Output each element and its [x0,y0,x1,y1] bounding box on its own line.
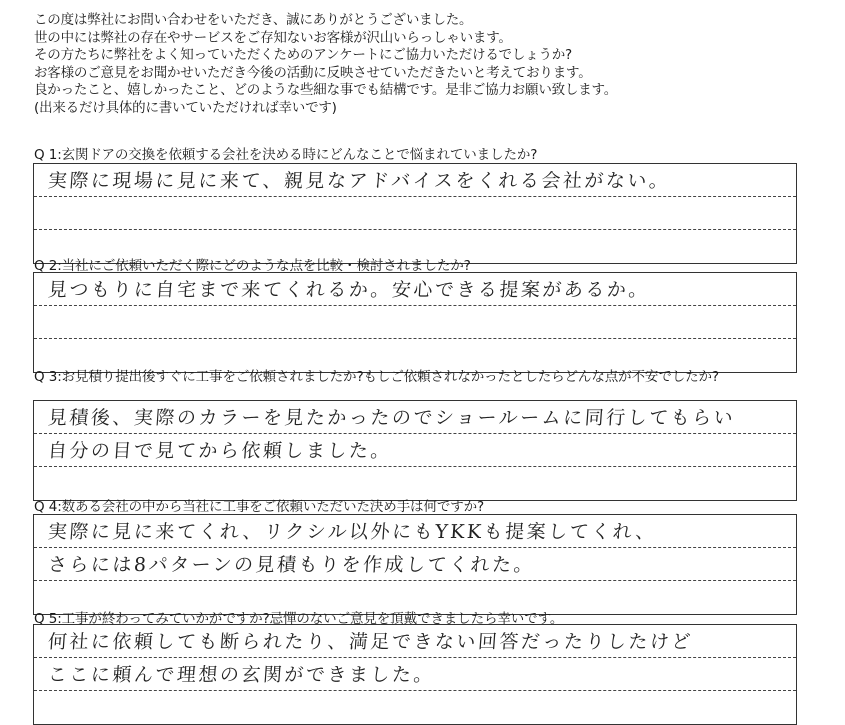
answer-box-5 [33,624,797,725]
question-5-label: Q 5:工事が終わってみていかがですか?忌憚のないご意見を頂戴できましたら幸いです。 [34,611,564,627]
intro-line: その方たちに弊社をよく知っていただくためのアンケートにご協力いただけるでしょうか? [34,47,573,64]
handwritten-answer: 実際に見に来てくれ、リクシル以外にもYKKも提案してくれ、 [47,521,658,543]
answer-line [34,515,796,548]
handwritten-answer: さらには8パターンの見積もりを作成してくれた。 [47,554,536,576]
answer-line [34,401,796,434]
intro-line: お客様のご意見をお聞かせいただき今後の活動に反映させていただきたいと考えております。 [34,64,592,81]
intro-line: 世の中には弊社の存在やサービスをご存知ないお客様が沢山いらっしゃいます。 [34,29,512,46]
answer-line [34,691,796,724]
answer-box-3 [33,400,797,501]
answer-line [34,467,796,500]
answer-line [34,434,796,467]
intro-line: この度は弊社にお問い合わせをいただき、誠にありがとうございました。 [34,12,473,28]
answer-box-2 [33,272,797,373]
answer-line [34,273,796,306]
answer-line [34,581,796,614]
answer-line [34,625,796,658]
intro-line: 良かったこと、嬉しかったこと、どのような些細な事でも結構です。是非ご協力お願い致します。 [34,82,618,99]
answer-line [34,164,796,197]
handwritten-answer: ここに頼んで理想の玄関ができました。 [47,664,436,686]
intro-text [34,12,824,118]
question-1-label: Q 1:玄関ドアの交換を依頼する会社を決める時にどんなことで悩まれていましたか? [34,147,538,163]
handwritten-answer: 実際に現場に見に来て、親見なアドバイスをくれる会社がない。 [47,170,672,192]
question-4-label: Q 4:数ある会社の中から当社に工事をご依頼いただいた決め手は何ですか? [34,499,485,515]
intro-line: (出来るだけ具体的に書いていただければ幸いです) [34,99,337,116]
question-3-label: Q 3:お見積り提出後すぐに工事をご依頼されましたか?もしご依頼されなかったとしたらどんな点が不安でしたか? [34,369,719,385]
answer-line [34,339,796,372]
answer-line [34,306,796,339]
answer-line [34,197,796,230]
question-2-label: Q 2:当社にご依頼いただく際にどのような点を比較・検討されましたか? [34,258,471,274]
handwritten-answer: 見つもりに自宅まで来てくれるか。安心できる提案があるか。 [47,279,651,301]
handwritten-answer: 見積後、実際のカラーを見たかったのでショールームに同行してもらい [47,407,736,429]
answer-box-4 [33,514,797,615]
handwritten-answer: 何社に依頼しても断られたり、満足できない回答だったりしたけど [47,631,694,653]
answer-line [34,658,796,691]
handwritten-answer: 自分の目で見てから依頼しました。 [47,440,393,462]
answer-box-1 [33,163,797,264]
answer-line [34,548,796,581]
